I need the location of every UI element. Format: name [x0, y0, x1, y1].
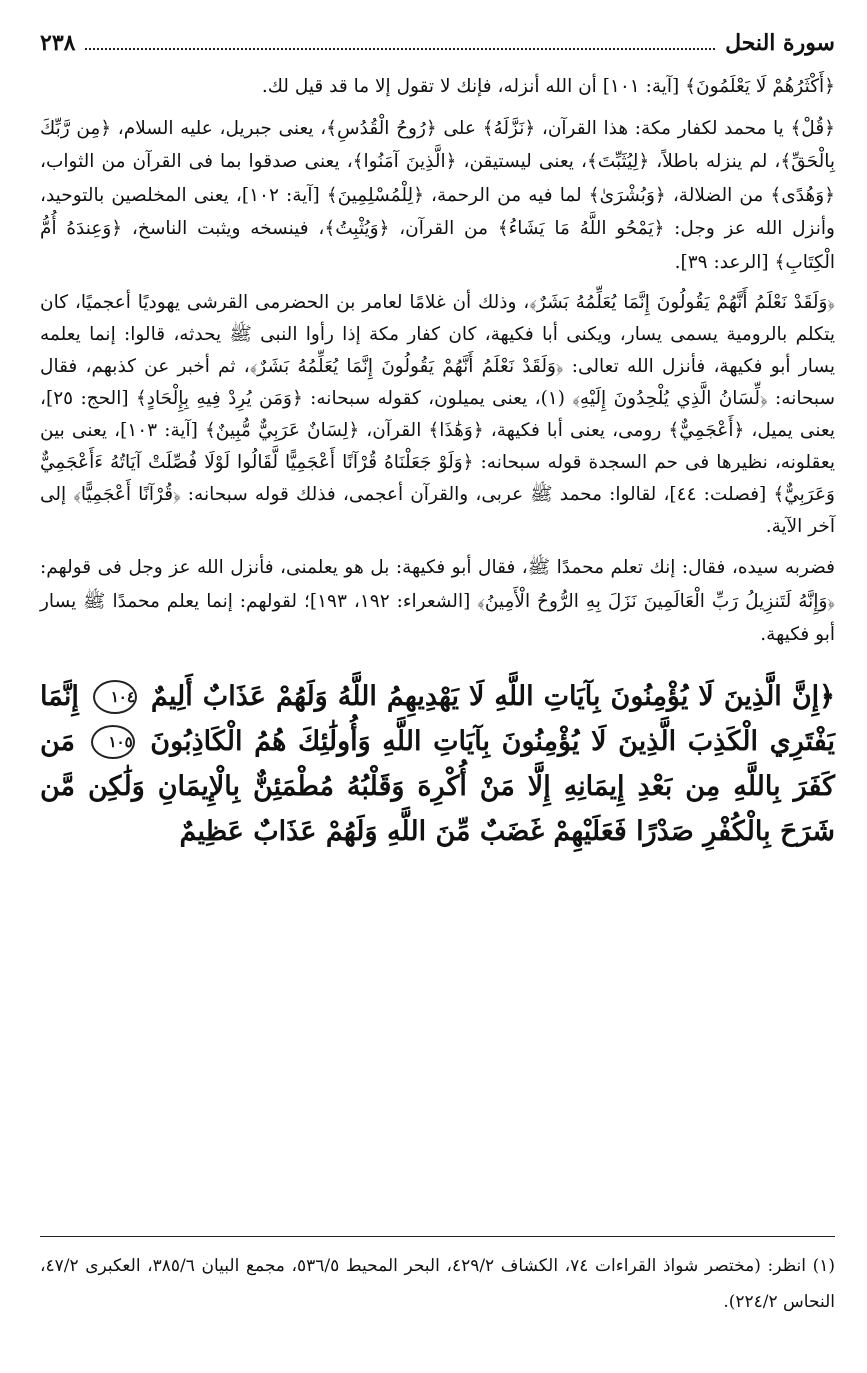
ayah-marker-105: ١٠٥ — [91, 725, 135, 759]
page — [40, 30, 835, 854]
verse-104-text: ﴿إِنَّ الَّذِينَ لَا يُؤْمِنُونَ بِآيَاتِ اللَّهِ لَا يَهْدِيهِمُ اللَّهُ وَلَهُمْ عَذَابٌ أَلِيمٌ — [150, 680, 835, 712]
verse-105-text: إِنَّمَا يَفْتَرِي الْكَذِبَ الَّذِينَ لَا يُؤْمِنُونَ بِآيَاتِ اللَّهِ وَأُولَٰئِكَ هُمُ الْكَاذِبُونَ — [40, 680, 835, 757]
tafsir-paragraph-2: ﴿قُلْ﴾ يا محمد لكفار مكة: هذا القرآن، ﴿نَزَّلَهُ﴾ على ﴿رُوحُ الْقُدُسِ﴾، يعنى جبريل، عليه السلام، ﴿مِن رَّبِّكَ بِالْحَقِّ﴾، لم ينزله باطلاً، ﴿لِيُثَبِّتَ﴾، يعنى ليستيقن، ﴿الَّذِينَ آمَنُوا﴾، يعنى صدقوا بما فى القرآن من الثواب، ﴿وَهُدًى﴾ من الضلالة، ﴿وَبُشْرَىٰ﴾ لما فيه من الرحمة، ﴿لِلْمُسْلِمِينَ﴾ [آية: ١٠٢]، يعنى المخلصين بالتوحيد، وأنزل الله عز وجل: ﴿يَمْحُو اللَّهُ مَا يَشَاءُ﴾ من القرآن، ﴿وَيُثْبِتُ﴾، فينسخه ويثبت الناسخ، ﴿وَعِندَهُ أُمُّ الْكِتَابِ﴾ [الرعد: ٣٩]. — [40, 117, 835, 273]
footnote-divider — [40, 1236, 835, 1237]
tafsir-paragraph-4: فضربه سيده، فقال: إنك تعلم محمدًا ﷺ، فقال أبو فكيهة: بل هو يعلمنى، فأنزل الله عز وجل فى قولهم: ﴿وَإِنَّهُ لَتَنزِيلُ رَبِّ الْعَالَمِينَ نَزَلَ بِهِ الرُّوحُ الْأَمِينُ﴾ [الشعراء: ١٩٢، ١٩٣]؛ لقولهم: إنما يعلم محمدًا ﷺ يسار أبو فكيهة. — [40, 557, 836, 645]
footnote: (١) انظر: (مختصر شواذ القراءات ٧٤، الكشاف ٤٢٩/٢، البحر المحيط ٥٣٦/٥، مجمع البيان ٣٨٥/٦، العكبرى ٤٧/٢، النحاس ٢٢٤/٢). — [40, 1256, 835, 1312]
page-number: ٢٣٨ — [40, 30, 76, 56]
page-header — [40, 30, 835, 70]
tafsir-paragraph-3: ﴿وَلَقَدْ نَعْلَمُ أَنَّهُمْ يَقُولُونَ إِنَّمَا يُعَلِّمُهُ بَشَرٌ﴾، وذلك أن غلامًا لعامر بن الحضرمى القرشى يهوديًا أعجميًا، كان يتكلم بالرومية يسمى يسار، ويكنى أبا فكيهة، كان كفار مكة إذا رأوا النبى ﷺ يحدثه، قالوا: إنما يعلمه يسار أبو فكيهة، فأنزل الله تعالى: ﴿وَلَقَدْ نَعْلَمُ أَنَّهُمْ يَقُولُونَ إِنَّمَا يُعَلِّمُهُ بَشَرٌ﴾، ثم أخبر عن كذبهم، فقال سبحانه: ﴿لِّسَانُ الَّذِي يُلْحِدُونَ إِلَيْهِ﴾ (١)، يعنى يميلون، كقوله سبحانه: ﴿وَمَن يُرِدْ فِيهِ بِإِلْحَادٍ﴾ [الحج: ٢٥]، يعنى يميل، ﴿أَعْجَمِيٌّ﴾ رومى، يعنى أبا فكيهة، ﴿وَهَٰذَا﴾ القرآن، ﴿لِسَانٌ عَرَبِيٌّ مُّبِينٌ﴾ [آية: ١٠٣]، يعنى بين يعقلونه، نظيرها فى حم السجدة قوله سبحانه: ﴿وَلَوْ جَعَلْنَاهُ قُرْآنًا أَعْجَمِيًّا لَّقَالُوا لَوْلَا فُصِّلَتْ آيَاتُهُ ءَأَعْجَمِيٌّ وَعَرَبِيٌّ﴾ [فصلت: ٤٤]، لقالوا: محمد ﷺ عربى، والقرآن أعجمى، فذلك قوله سبحانه: ﴿قُرْآنًا أَعْجَمِيًّا﴾ إلى آخر الآية. — [40, 292, 836, 537]
header-dotted-leader — [85, 48, 715, 50]
quran-verses-block — [40, 674, 835, 854]
ayah-marker-104: ١٠٤ — [93, 680, 137, 714]
surah-title: سورة النحل — [725, 30, 835, 56]
tafsir-paragraph-1: ﴿أَكْثَرُهُمْ لَا يَعْلَمُونَ﴾ [آية: ١٠١] أن الله أنزله، فإنك لا تقول إلا ما قد قيل لك. — [261, 76, 835, 97]
verse-106-text: مَن كَفَرَ بِاللَّهِ مِن بَعْدِ إِيمَانِهِ إِلَّا مَنْ أُكْرِهَ وَقَلْبُهُ مُطْمَئِنٌّ بِالْإِيمَانِ وَلَٰكِن مَّن شَرَحَ بِالْكُفْرِ صَدْرًا فَعَلَيْهِمْ غَضَبٌ مِّنَ اللَّهِ وَلَهُمْ عَذَابٌ عَظِيمٌ — [40, 725, 835, 847]
